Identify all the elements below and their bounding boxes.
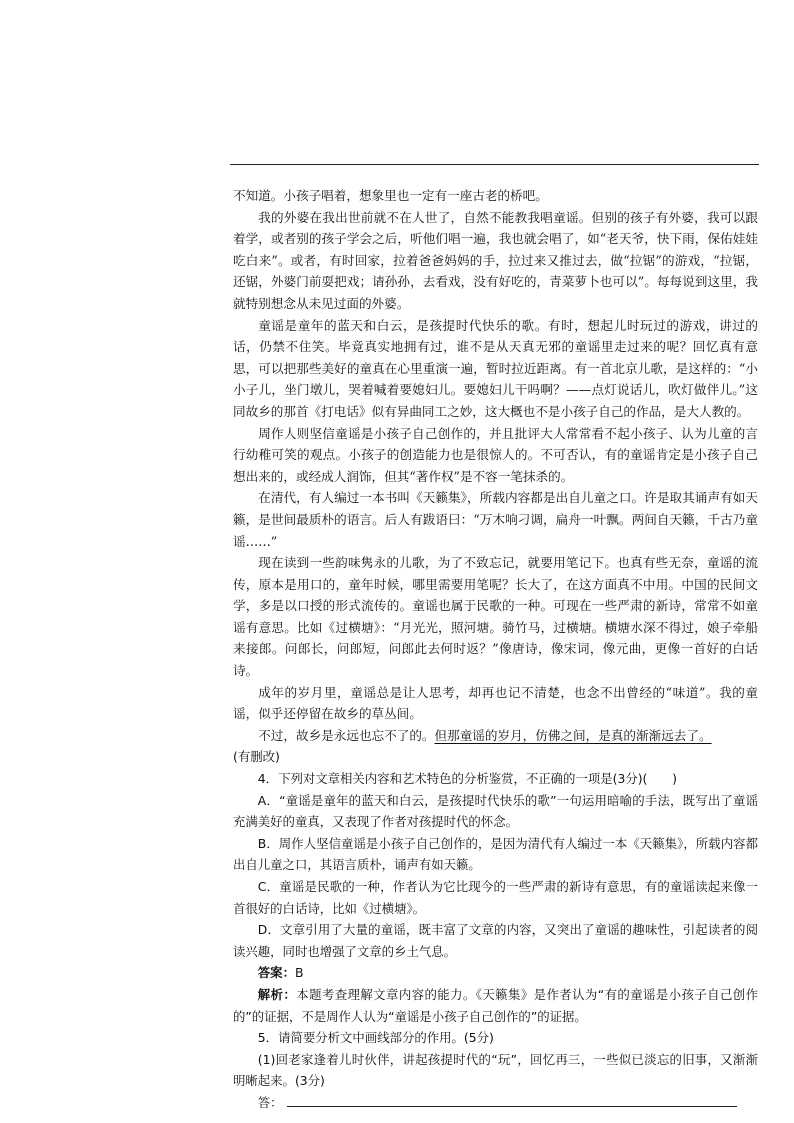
article-paragraph-1: 我的外婆在我出世前就不在人世了，自然不能教我唱童谣。但别的孩子有外婆，我可以跟着学，或者别的孩子学会之后，听他们唱一遍，我也就会唱了，如“老天爷，快下雨，保佑娃娃吃白来”。或者，有时回家，拉着爸爸妈妈的手，拉过来又推过去，做“拉锯”的游戏，“拉锯，还锯，外婆门前耍把戏；请孙孙，去看戏，没有好吃的，青菜萝卜也可以”。每每说到这里，我就特别想念从未见过面的外婆。 [233, 209, 758, 311]
question-5-stem: 5．请简要分析文中画线部分的作用。(5分) [257, 1030, 494, 1046]
question-4-option-b: B．周作人坚信童谣是小孩子自己创作的，是因为清代有人编过一本《天籁集》，所载内容都出自儿童之口，其语言质朴，诵声有如天籁。 [233, 835, 758, 873]
article-paragraph-2: 童谣是童年的蓝天和白云，是孩提时代快乐的歌。有时，想起儿时玩过的游戏，讲过的话，仍禁不住笑。毕竟真实地拥有过，谁不是从天真无邪的童谣里走过来的呢？回忆真有意思，可以把那些美好的童真在心里重演一遍，暂时拉近距离。有一首北京儿歌，是这样的：“小小子儿，坐门墩儿，哭着喊着要媳妇儿。要媳妇儿干吗啊？——点灯说话儿，吹灯做伴儿。”这同故乡的那首《打电话》似有异曲同工之妙，这大概也不是小孩子自己的作品，是大人教的。 [233, 317, 758, 419]
underlined-sentence: 但那童谣的岁月，仿佛之间，是真的渐渐远去了。 [434, 727, 712, 743]
article-paragraph-0: 不知道。小孩子唱着，想象里也一定有一座古老的桥吧。 [233, 188, 548, 203]
question-4-stem: 4．下列对文章相关内容和艺术特色的分析鉴赏，不正确的一项是(3分)( ) [257, 771, 678, 787]
question-4-answer [233, 962, 758, 984]
analysis-label: 解析： [257, 986, 297, 1002]
answer-label: 答案： [257, 965, 295, 981]
header-rule [230, 164, 759, 165]
answer-blank-line[interactable] [287, 1092, 737, 1107]
question-4-option-c: C．童谣是民歌的一种，作者认为它比现今的一些严肃的新诗有意思，有的童谣读起来像一首很好的白话诗，比如《过横塘》。 [233, 879, 758, 916]
answer-value: B [294, 965, 304, 981]
question-4-option-a: A．“童谣是童年的蓝天和白云，是孩提时代快乐的歌”一句运用暗喻的手法，既写出了童谣充满美好的童真，又表现了作者对孩提时代的怀念。 [233, 792, 758, 830]
answer-prompt: 答： [257, 1094, 283, 1110]
question-5-sub-1: (1)回老家逢着儿时伙伴，讲起孩提时代的“玩”，回忆再三，一些似已淡忘的旧事，又渐渐明晰起来。(3分) [233, 1051, 758, 1089]
analysis-text: 本题考查理解文章内容的能力。《天籁集》是作者认为“有的童谣是小孩子自己创作的”的证据，不是周作人认为“童谣是小孩子自己创作的”的证据。 [233, 986, 759, 1024]
article-paragraph-4: 在清代，有人编过一本书叫《天籁集》，所载内容都是出自儿童之口。许是取其诵声有如天籁，是世间最质朴的语言。后人有跋语曰：“万木响刁调，扁舟一叶飘。两间自天籁，千古乃童谣……” [233, 490, 758, 549]
article-paragraph-3: 周作人则坚信童谣是小孩子自己创作的，并且批评大人常常看不起小孩子、认为儿童的言行幼稚可笑的观点。小孩子的创造能力也是很惊人的。不可否认，有的童谣肯定是小孩子自己想出来的，或经成人润饰，但其“著作权”是不容一笔抹杀的。 [233, 425, 758, 484]
document-body [233, 185, 758, 1114]
question-5-answer-row [233, 1092, 758, 1114]
question-4-option-d: D．文章引用了大量的童谣，既丰富了文章的内容，又突出了童谣的趣味性，引起读者的阅读兴趣，同时也增强了文章的乡土气息。 [233, 922, 758, 959]
article-paragraph-7 [233, 725, 758, 747]
article-paragraph-6: 成年的岁月里，童谣总是让人思考，却再也记不清楚，也念不出曾经的“味道”。我的童谣，似乎还停留在故乡的草丛间。 [233, 684, 758, 722]
article-paragraph-5: 现在读到一些韵味隽永的儿歌，为了不致忘记，就要用笔记下。也真有些无奈，童谣的流传，原本是用口的，童年时候，哪里需要用笔呢？长大了，在这方面真不中用。中国的民间文学，多是以口授的形式流传的。童谣也属于民歌的一种。可现在一些严肃的新诗，常常不如童谣有意思。比如《过横塘》：“月光光，照河塘。骑竹马，过横塘。横塘水深不得过，娘子牵船来接郎。问郎长，问郎短，问郎此去何时返？”像唐诗，像宋词，像元曲，更像一首好的白话诗。 [233, 555, 758, 679]
edit-note: (有删改) [233, 749, 280, 765]
article-paragraph-7-plain: 不过，故乡是永远也忘不了的。 [258, 727, 435, 743]
question-4-analysis [233, 984, 758, 1027]
